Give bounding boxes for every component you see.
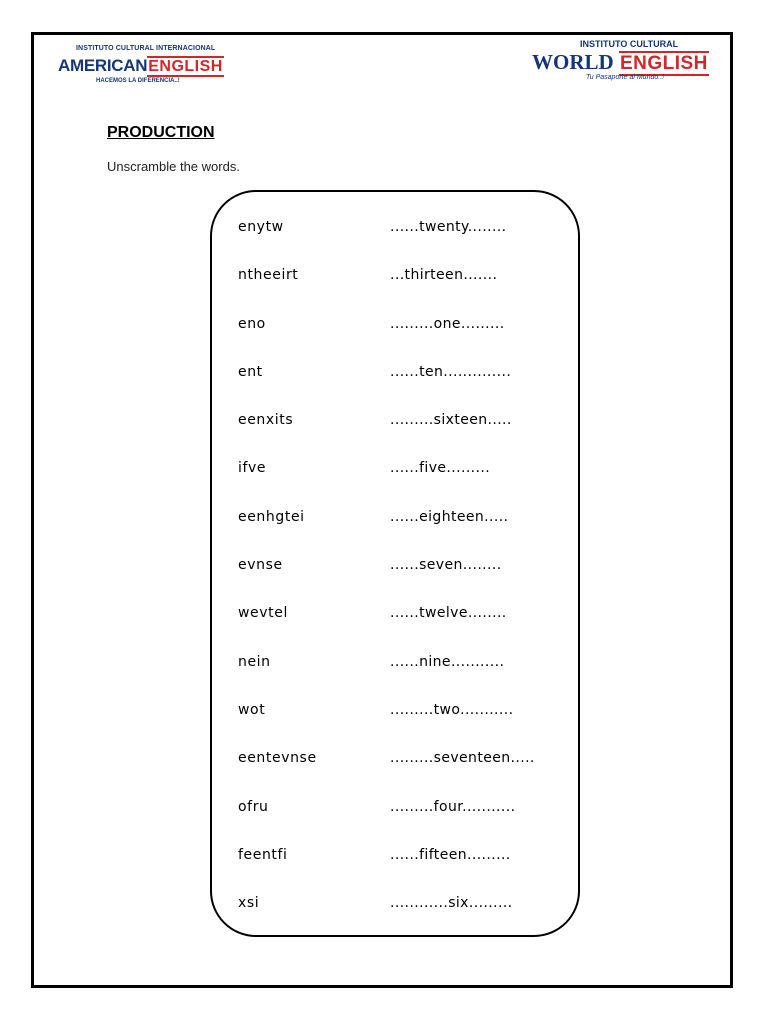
logo-left-word-a: AMERICAN xyxy=(58,56,148,75)
exercise-row xyxy=(238,799,558,847)
logo-left-top-line: INSTITUTO CULTURAL INTERNACIONAL xyxy=(76,45,216,52)
exercise-row xyxy=(238,509,558,557)
answer-line: ......twelve........ xyxy=(390,605,507,622)
scrambled-word: wot xyxy=(238,701,266,718)
answer-line: ......ten.............. xyxy=(390,363,512,380)
answer-line: .........seventeen..... xyxy=(390,750,535,767)
logo-right-wordmark xyxy=(532,50,709,75)
exercise-row xyxy=(238,412,558,460)
exercise-row xyxy=(238,460,558,508)
answer-line: .........four........... xyxy=(390,798,516,815)
answer-line: .........two........... xyxy=(390,701,514,718)
exercise-row xyxy=(238,557,558,605)
scrambled-word: eenhgtei xyxy=(238,508,305,525)
exercise-row xyxy=(238,895,558,943)
answer-line: ............six......... xyxy=(390,895,513,912)
exercise-row xyxy=(238,267,558,315)
scrambled-word: feentfi xyxy=(238,846,288,863)
exercise-row xyxy=(238,316,558,364)
scrambled-word: evnse xyxy=(238,557,283,574)
logo-right-top-line: INSTITUTO CULTURAL xyxy=(580,39,679,49)
instruction-text: Unscramble the words. xyxy=(107,159,240,174)
scrambled-word: enytw xyxy=(238,219,284,235)
answer-line: ...thirteen....... xyxy=(390,267,498,284)
answer-line: .........sixteen..... xyxy=(390,412,512,429)
logo-right-word-a: WORLD xyxy=(532,50,619,74)
answer-line: ......five......... xyxy=(390,460,491,477)
answer-line: ......seven........ xyxy=(390,557,502,574)
exercise-row xyxy=(238,750,558,798)
scrambled-word: wevtel xyxy=(238,605,288,622)
exercise-row xyxy=(238,219,558,267)
exercise-row xyxy=(238,364,558,412)
answer-line: .........one......... xyxy=(390,315,505,332)
exercise-row xyxy=(238,605,558,653)
answer-line: ......eighteen..... xyxy=(390,508,509,525)
scrambled-word: ifve xyxy=(238,460,267,477)
scrambled-word: eenxits xyxy=(238,412,294,429)
exercise-row xyxy=(238,702,558,750)
scrambled-word: ent xyxy=(238,363,263,380)
scrambled-word: ofru xyxy=(238,798,269,815)
exercise-row xyxy=(238,847,558,895)
answer-line: ......fifteen......... xyxy=(390,846,511,863)
logo-right-tagline: Tu Pasaporte al Mundo..! xyxy=(586,74,665,81)
logo-left-word-b: ENGLISH xyxy=(148,58,223,75)
logo-left-wordmark xyxy=(58,56,224,76)
scrambled-word: xsi xyxy=(238,895,260,912)
answer-line: ......twenty........ xyxy=(390,219,507,235)
scrambled-word: nein xyxy=(238,653,271,670)
section-title: PRODUCTION xyxy=(107,124,215,141)
scrambled-word: eno xyxy=(238,315,266,332)
scrambled-word: ntheeirt xyxy=(238,267,299,284)
exercise-list xyxy=(238,219,558,943)
scrambled-word: eentevnse xyxy=(238,750,317,767)
exercise-row xyxy=(238,654,558,702)
logo-right-word-b: ENGLISH xyxy=(619,53,708,74)
american-english-logo xyxy=(58,44,233,90)
world-english-logo xyxy=(530,38,722,86)
logo-left-tagline: HACEMOS LA DIFERENCIA..! xyxy=(96,78,180,84)
answer-line: ......nine........... xyxy=(390,653,505,670)
